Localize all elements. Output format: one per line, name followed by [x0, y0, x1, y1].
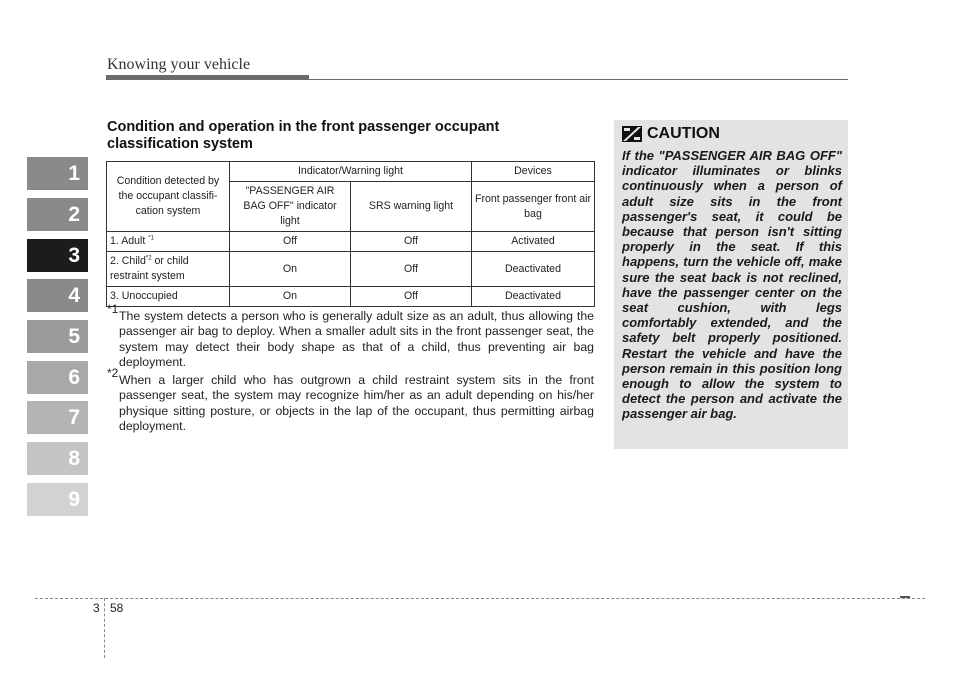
caution-box — [614, 120, 848, 449]
running-header: Knowing your vehicle — [107, 56, 251, 73]
table-subheader-airbag-off: "PASSENGER AIR BAG OFF" indicator light — [230, 182, 351, 232]
cell-srs: Off — [351, 232, 472, 252]
table-header-condition: Condition detected by the occupant classifi-cation system — [107, 162, 230, 232]
caution-text: If the "PASSENGER AIR BAG OFF" indicator illuminates or blinks continuously when a person of adult size sits in the front passenger's seat, it could be because that person isn't sitting properly in the seat. If this happens, turn the vehicle off, make sure the seat back is not reclined, have the passenger center on the seat cushion, with legs comfortably extended, and the safety belt properly positioned. Restart the vehicle and have the person remain in this position long enough to allow the system to detect the person and activate the passenger air bag. — [622, 148, 842, 422]
cell-device: Deactivated — [472, 287, 595, 307]
chapter-tab-7[interactable]: 7 — [27, 401, 88, 434]
chapter-tab-5[interactable]: 5 — [27, 320, 88, 353]
footnote-1: *1 The system detects a person who is generally adult size as an adult, thus allowing the passenger air bag to deploy. When a smaller adult sits in the front passenger seat, the system may detect their body shape as that of a child, thus preventing air bag deployment. — [107, 302, 594, 369]
cell-airbag-off: Off — [230, 232, 351, 252]
table-row — [107, 232, 595, 252]
row-label: 1. Adult $^{*1}$ — [107, 232, 230, 252]
cell-airbag-off: On — [230, 252, 351, 287]
table-header-indicator: Indicator/Warning light — [230, 162, 472, 182]
footer-divider — [104, 598, 105, 658]
chapter-tab-8[interactable]: 8 — [27, 442, 88, 475]
chapter-tab-9[interactable]: 9 — [27, 483, 88, 516]
row-label: 2. Child$^{*2}$ or child restraint system — [107, 252, 230, 287]
footer-rule — [35, 598, 925, 599]
chapter-tab-2[interactable]: 2 — [27, 198, 88, 231]
table-row — [107, 287, 595, 307]
caution-title: CAUTION — [647, 125, 720, 142]
footnote-2: *2 When a larger child who has outgrown a child restraint system sits in the front passenger seat, the system may recognize him/her as an adult depending on his/her physique sitting posture, or objects in the lap of the occupant, thus permitting airbag deployment. — [107, 366, 594, 433]
footer-page-number: 58 — [110, 601, 124, 615]
chapter-tab-1[interactable]: 1 — [27, 157, 88, 190]
table-subheader-srs: SRS warning light — [351, 182, 472, 232]
table-row — [107, 252, 595, 287]
cell-srs: Off — [351, 252, 472, 287]
caution-header — [622, 125, 720, 143]
chapter-tab-6[interactable]: 6 — [27, 361, 88, 394]
table-header-devices: Devices — [472, 162, 595, 182]
cell-device: Activated — [472, 232, 595, 252]
footer-tick — [900, 596, 910, 598]
footer-chapter-number: 3 — [93, 601, 100, 615]
footnote-text: The system detects a person who is generally adult size as an adult, thus allowing the passenger air bag to deploy. When a smaller adult sits in the front passenger seat, the system may detect their body shape as that of a child, thus preventing air bag deployment. — [119, 309, 594, 369]
footnote-ref: *2 — [145, 255, 152, 262]
classification-table — [106, 161, 595, 307]
chapter-tab-3[interactable]: 3 — [27, 239, 88, 272]
cell-srs: Off — [351, 287, 472, 307]
header-rule — [309, 79, 848, 80]
footnote-ref: *1 — [148, 235, 154, 242]
footnote-text: When a larger child who has outgrown a child restraint system sits in the front passenger seat, the system may recognize him/her as an adult depending on his/her physique sitting posture, or objects in the lap of the occupant, thus permitting airbag deployment. — [119, 373, 594, 433]
row-label: 3. Unoccupied — [107, 287, 230, 307]
cell-airbag-off: On — [230, 287, 351, 307]
caution-slash-icon — [622, 126, 642, 142]
chapter-tab-4[interactable]: 4 — [27, 279, 88, 312]
header-bar — [106, 75, 309, 80]
section-title: Condition and operation in the front passenger occupant classification system — [107, 119, 500, 152]
table-subheader-front-airbag: Front passenger front air bag — [472, 182, 595, 232]
cell-device: Deactivated — [472, 252, 595, 287]
